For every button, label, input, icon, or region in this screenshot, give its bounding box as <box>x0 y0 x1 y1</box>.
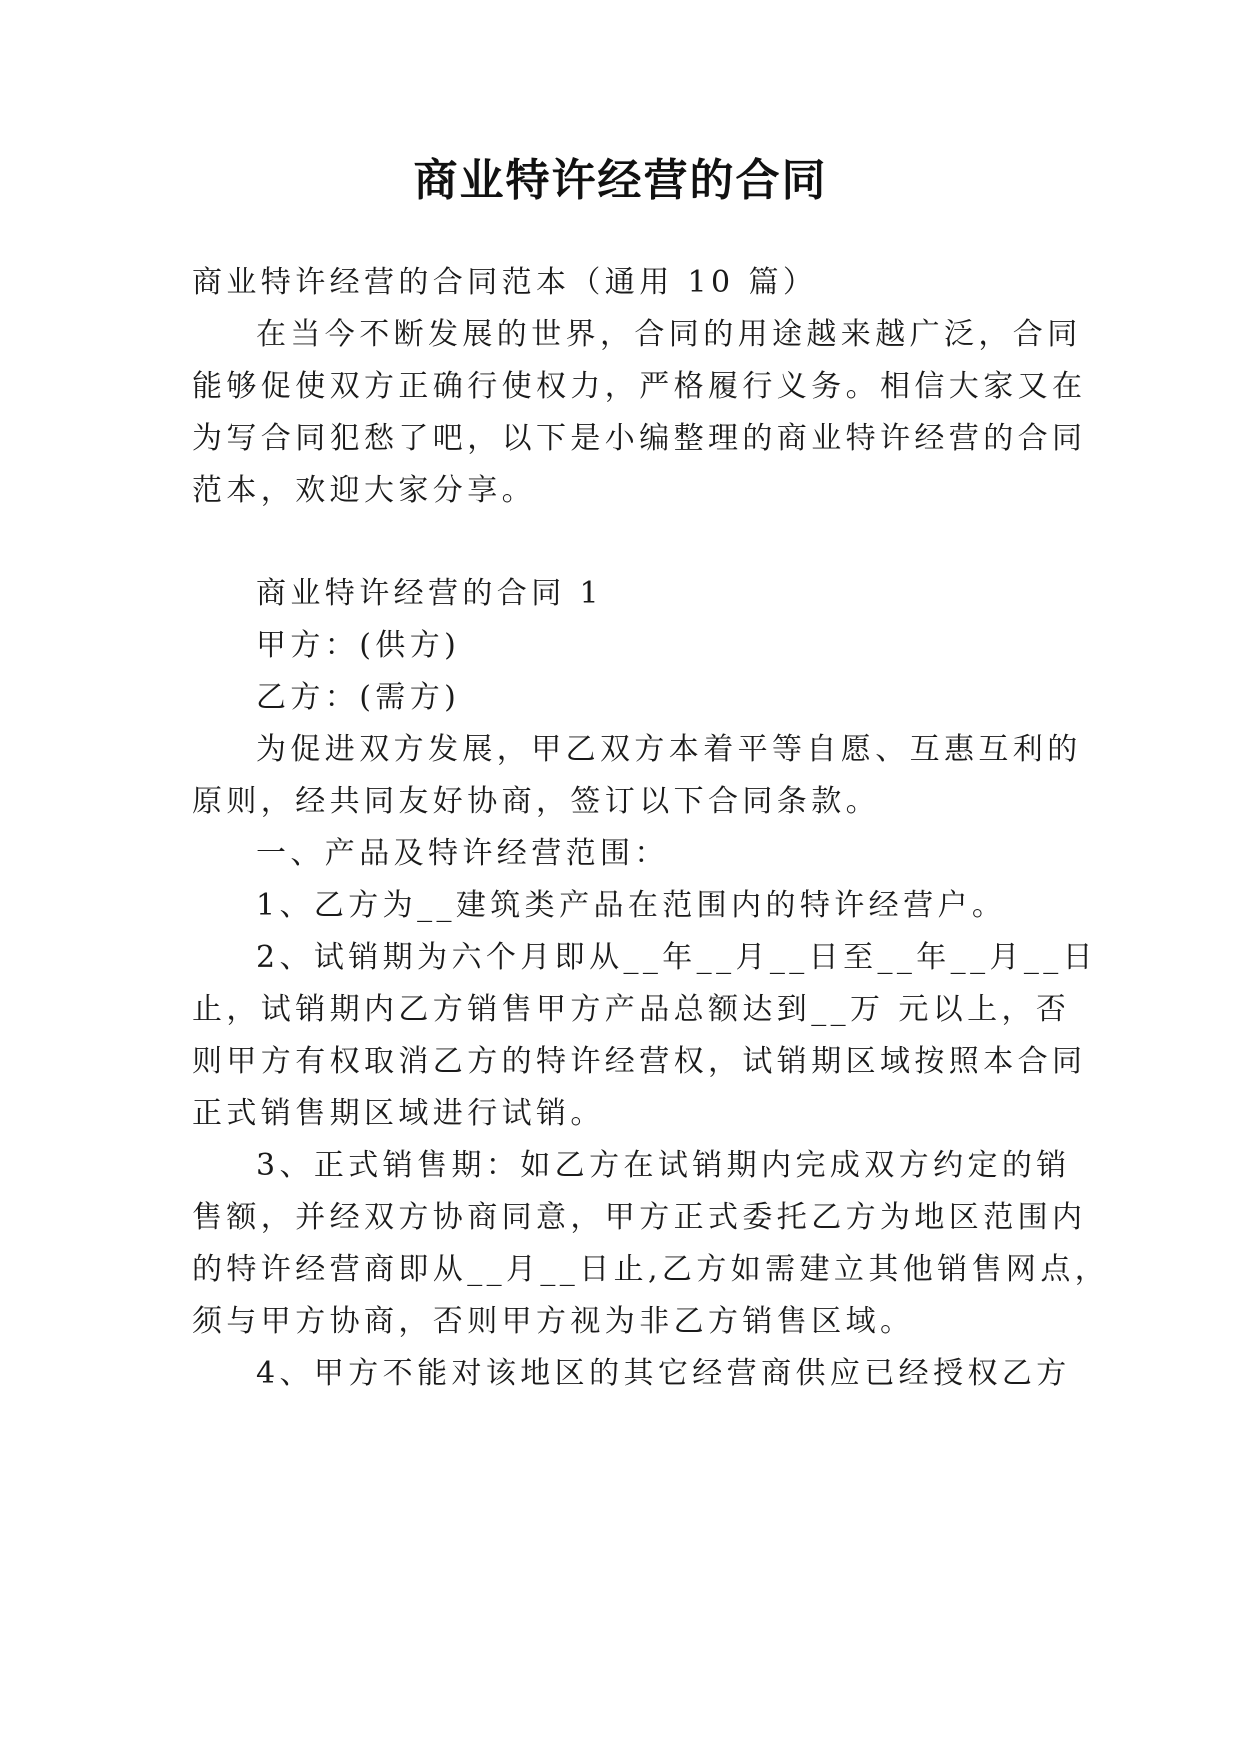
preamble-line-1: 为促进双方发展，甲乙双方本着平等自愿、互惠互利的 <box>256 732 1082 767</box>
clause-2-line-4: 正式销售期区域进行试销。 <box>192 1096 605 1131</box>
clause-4-line-1: 4、甲方不能对该地区的其它经营商供应已经授权乙方 <box>256 1356 1071 1391</box>
clause-1-line-1: 1、乙方为__建筑类产品在范围内的特许经营户。 <box>256 888 1007 923</box>
intro-line-4: 范本，欢迎大家分享。 <box>192 473 536 508</box>
document-subtitle: 商业特许经营的合同范本（通用 10 篇） <box>192 265 818 300</box>
clause-3-line-1: 3、正式销售期：如乙方在试销期内完成双方约定的销 <box>256 1148 1071 1183</box>
clause-2-line-2: 止，试销期内乙方销售甲方产品总额达到__万 元以上，否 <box>192 992 1071 1027</box>
intro-line-3: 为写合同犯愁了吧，以下是小编整理的商业特许经营的合同 <box>192 421 1087 456</box>
intro-line-1: 在当今不断发展的世界，合同的用途越来越广泛，合同 <box>256 317 1082 352</box>
clause-2-line-1: 2、试销期为六个月即从__年__月__日至__年__月__日 <box>256 940 1098 975</box>
clause-3-line-2: 售额，并经双方协商同意，甲方正式委托乙方为地区范围内 <box>192 1200 1087 1235</box>
section-1-heading: 一、产品及特许经营范围： <box>256 836 669 871</box>
party-b-line: 乙方：(需方) <box>256 680 461 715</box>
document-title: 商业特许经营的合同 <box>413 155 828 206</box>
clause-3-line-3: 的特许经营商即从__月__日止,乙方如需建立其他销售网点， <box>192 1252 1110 1287</box>
intro-line-2: 能够促使双方正确行使权力，严格履行义务。相信大家又在 <box>192 369 1087 404</box>
clause-2-line-3: 则甲方有权取消乙方的特许经营权，试销期区域按照本合同 <box>192 1044 1087 1079</box>
clause-3-line-4: 须与甲方协商，否则甲方视为非乙方销售区域。 <box>192 1304 915 1339</box>
party-a-line: 甲方：(供方) <box>256 628 461 663</box>
preamble-line-2: 原则，经共同友好协商，签订以下合同条款。 <box>192 784 880 819</box>
contract-heading: 商业特许经营的合同 1 <box>256 576 604 611</box>
